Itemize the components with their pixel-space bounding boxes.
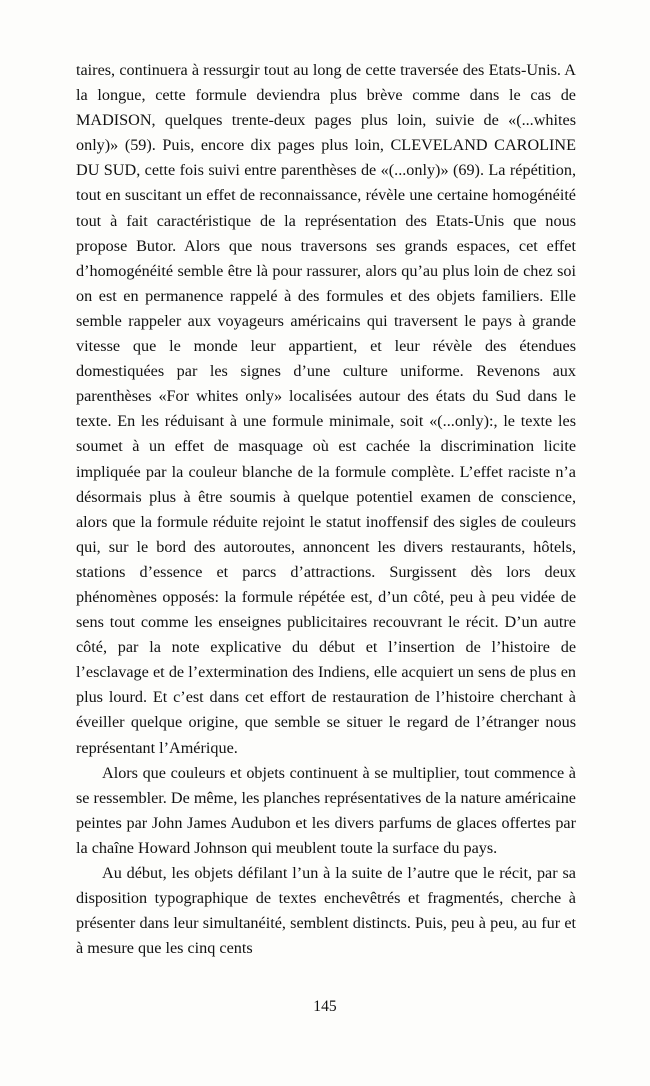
paragraph-3: Au début, les objets défilant l’un à la suite de l’autre que le récit, par sa disposition typographique de textes enchevêtrés et fragmentés, cherche à présenter dans leur simultanéité, semblent distincts. Puis, peu à peu, au fur et à mesure que les cinq cents: [76, 864, 576, 958]
paragraph-2: Alors que couleurs et objets continuent à se multiplier, tout commence à se ressembler. De même, les planches représentatives de la nature américaine peintes par John James Audubon et les divers parfums de glaces offertes par la chaîne Howard Johnson qui meublent toute la surface du pays.: [76, 763, 576, 857]
paragraph-1: taires, continuera à ressurgir tout au long de cette traversée des Etats-Unis. A la longue, cette formule deviendra plus brève comme dans le cas de MADISON, quelques trente-deux pages plus loin, suivie de «(...whites only)» (59). Puis, encore dix pages plus loin, CLEVELAND CAROLINE DU SUD, cette fois suivi entre parenthèses de «(...only)» (69). La répétition, tout en suscitant un effet de reconnaissance, révèle une certaine homogénéité tout à fait caractéristique de la représentation des Etats-Unis que nous propose Butor. Alors que nous traversons ses grands espaces, cet effet d’homogénéité semble être là pour rassurer, alors qu’au plus loin de chez soi on est en permanence rappelé à des formules et des objets familiers. Elle semble rappeler aux voyageurs américains qui traversent le pays à grande vitesse que le monde leur appartient, et leur révèle des étendues domestiquées par les signes d’une culture uniforme. Revenons aux parenthèses «For whites only» localisées autour des états du Sud dans le texte. En les réduisant à une formule minimale, soit «(...only):, le texte les soumet à un effet de masquage où est cachée la discrimination licite impliquée par la couleur blanche de la formule complète. L’effet raciste n’a désormais plus à être soumis à quelque potentiel examen de conscience, alors que la formule réduite rejoint le statut inoffensif des sigles de couleurs qui, sur le bord des autoroutes, annoncent les divers restaurants, hôtels, stations d’essence et parcs d’attractions. Surgissent dès lors deux phénomènes opposés: la formule répétée est, d’un côté, peu à peu vidée de sens tout comme les enseignes publicitaires recouvrant le récit. D’un autre côté, par la note explicative du début et l’insertion de l’histoire de l’esclavage et de l’extermination des Indiens, elle acquiert un sens de plus en plus lourd. Et c’est dans cet effort de restauration de l’histoire cherchant à éveiller quelque origine, que semble se situer le regard de l’étranger nous représentant l’Amérique.: [76, 61, 576, 757]
page-number: 145: [313, 998, 337, 1015]
body-text: [76, 58, 576, 961]
